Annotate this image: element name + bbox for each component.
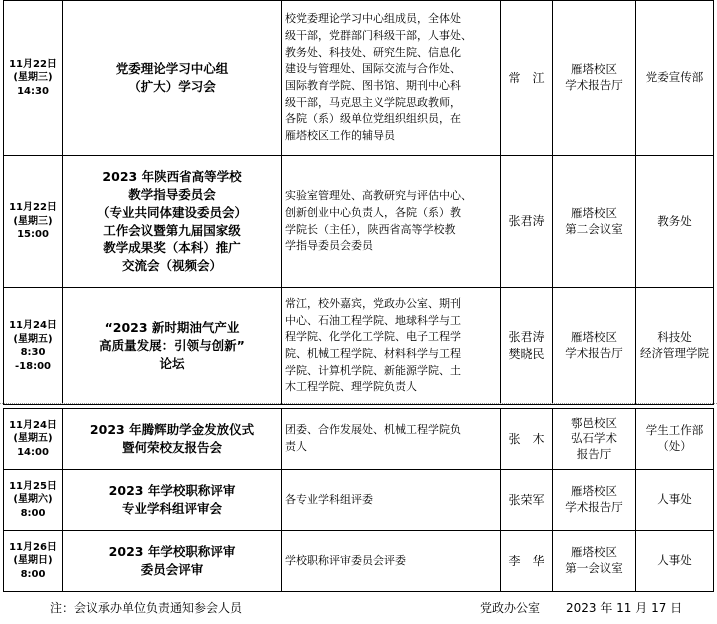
meeting-attendees-line: 木工程学院、理学院负责人 — [285, 380, 417, 394]
page-break-line — [0, 403, 717, 404]
meeting-location-line: 学术报告厅 — [565, 78, 623, 92]
meeting-time-line: 8:00 — [20, 507, 46, 519]
meeting-time-line: (星期三) — [13, 72, 53, 84]
meeting-attendees-line: 学院、计算机学院、新能源学院、土 — [285, 363, 461, 377]
meeting-organizer-line: 人事处 — [657, 492, 692, 507]
meeting-title-line: 暨何荣校友报告会 — [121, 440, 222, 455]
meeting-title-line: 高质量发展：引领与创新” — [99, 338, 245, 354]
meeting-location-cell — [553, 1, 636, 156]
meeting-attendees-cell — [282, 531, 501, 592]
meeting-location-line: 学术报告厅 — [565, 346, 623, 360]
schedule-row — [4, 531, 714, 592]
meeting-organizer-line: 教务处 — [657, 213, 692, 228]
meeting-attendees-cell — [282, 409, 501, 470]
meeting-host-cell — [501, 288, 553, 405]
meeting-host-cell — [501, 470, 553, 531]
meeting-title-line: 2023 年学校职称评审 — [108, 483, 236, 499]
footer-office: 党政办公室 — [480, 601, 541, 615]
meeting-time-line: (星期五) — [13, 333, 53, 345]
meeting-title-cell — [63, 470, 282, 531]
meeting-title-line: 党委理论学习中心组 — [115, 61, 229, 77]
schedule-row — [4, 409, 714, 470]
meeting-title-cell — [63, 156, 282, 288]
meeting-time-cell — [4, 156, 63, 288]
meeting-organizer-cell — [636, 156, 714, 288]
meeting-title-line: 2023 年腾辉助学金发放仪式 — [89, 422, 255, 438]
meeting-time-cell — [4, 531, 63, 592]
meeting-location-line: 雁塔校区 — [571, 484, 617, 499]
schedule-table-top-body — [4, 1, 714, 405]
meeting-title-cell — [63, 531, 282, 592]
meeting-host-line: 张荣军 — [508, 492, 545, 507]
meeting-time-line: 8:30 — [20, 347, 46, 358]
meeting-host-cell — [501, 1, 553, 156]
meeting-host-line: 张君涛 — [508, 330, 545, 345]
meeting-host-line: 李 华 — [508, 553, 545, 568]
meeting-title-line: 论坛 — [159, 355, 185, 371]
meeting-time-line: 11月22日 — [9, 58, 57, 70]
meeting-location-line: 雁塔校区 — [571, 62, 617, 77]
meeting-time-line: 11月26日 — [9, 541, 57, 553]
footer-date: 2023 年 11 月 17 日 — [566, 601, 683, 615]
meeting-host-line: 樊晓民 — [508, 347, 545, 361]
meeting-time-line: 11月24日 — [9, 419, 57, 431]
meeting-title-line: 教学指导委员会 — [128, 187, 216, 202]
meeting-location-line: 弘石学术 — [571, 431, 617, 446]
meeting-location-cell — [553, 409, 636, 470]
meeting-attendees-line: 创新创业中心负责人，各院（系）教 — [285, 205, 461, 219]
meeting-time-cell — [4, 288, 63, 405]
meeting-location-line: 报告厅 — [576, 446, 612, 461]
meeting-title-line: 委员会评审 — [140, 562, 204, 577]
meeting-time-line: -18:00 — [15, 360, 51, 372]
meeting-title-cell — [63, 409, 282, 470]
meeting-host-line: 常 江 — [508, 70, 545, 85]
meeting-attendees-line: 中心、石油工程学院、地球科学与工 — [285, 313, 461, 327]
meeting-host-line: 张君涛 — [508, 214, 545, 229]
meeting-title-line: （扩大）学习会 — [128, 79, 216, 94]
meeting-time-line: 11月25日 — [9, 480, 57, 492]
meeting-attendees-line: 团委、合作发展处、机械工程学院负 — [285, 423, 461, 437]
meeting-organizer-line: 科技处 — [657, 330, 692, 345]
meeting-attendees-line: 学指导委员会委员 — [285, 239, 373, 253]
meeting-time-line: 14:00 — [17, 446, 49, 458]
meeting-time-cell — [4, 409, 63, 470]
meeting-time-line: 11月22日 — [9, 202, 57, 214]
meeting-attendees-line: 实验室管理处、高教研究与评估中心、 — [285, 189, 472, 203]
meeting-attendees-cell — [282, 1, 501, 156]
meeting-time-line: (星期六) — [13, 494, 53, 506]
meeting-attendees-line: 建设与管理处、国际交流与合作处、 — [285, 62, 461, 76]
meeting-attendees-line: 各院（系）级单位党组织组织员，在 — [285, 112, 461, 126]
meeting-title-cell — [63, 288, 282, 405]
meeting-organizer-line: 人事处 — [657, 553, 692, 568]
meeting-host-cell — [501, 531, 553, 592]
meeting-title-line: 2023 年学校职称评审 — [108, 544, 236, 560]
meeting-attendees-line: 学院长（主任），陕西省高等学校教 — [285, 222, 456, 236]
meeting-time-line: 14:30 — [17, 85, 49, 97]
meeting-location-line: 雁塔校区 — [571, 330, 617, 345]
meeting-organizer-line: 学生工作部 — [645, 423, 704, 438]
meeting-title-line: 交流会（视频会） — [121, 258, 222, 273]
meeting-organizer-cell — [636, 288, 714, 405]
schedule-table-bottom — [3, 408, 714, 592]
meeting-time-line: 15:00 — [17, 229, 49, 241]
schedule-row — [4, 288, 714, 405]
meeting-location-line: 第一会议室 — [565, 561, 623, 575]
meeting-attendees-cell — [282, 470, 501, 531]
meeting-time-line: 8:00 — [20, 568, 46, 580]
meeting-title-line: 2023 年陕西省高等学校 — [102, 169, 242, 185]
meeting-organizer-cell — [636, 470, 714, 531]
meeting-organizer-line: 党委宣传部 — [645, 70, 704, 85]
meeting-host-cell — [501, 156, 553, 288]
meeting-location-cell — [553, 531, 636, 592]
meeting-attendees-line: 责人 — [285, 440, 307, 453]
meeting-host-line: 张 木 — [508, 431, 545, 446]
meeting-location-line: 鄠邑校区 — [571, 415, 617, 430]
meeting-title-line: 工作会议暨第九届国家级 — [103, 222, 241, 238]
meeting-attendees-cell — [282, 288, 501, 405]
meeting-attendees-line: 雁塔校区工作的辅导员 — [285, 129, 395, 143]
schedule-row — [4, 156, 714, 288]
meeting-organizer-line: 经济管理学院 — [640, 346, 709, 360]
meeting-organizer-cell — [636, 1, 714, 156]
meeting-attendees-line: 校党委理论学习中心组成员，全体处 — [285, 12, 461, 26]
meeting-attendees-line: 国际教育学院、图书馆、期刊中心科 — [285, 79, 461, 92]
meeting-location-cell — [553, 470, 636, 531]
meeting-title-line: （专业共同体建设委员会） — [96, 204, 247, 220]
meeting-time-line: (星期日) — [13, 555, 53, 567]
meeting-attendees-line: 各专业学科组评委 — [285, 492, 373, 506]
footer-note: 注：会议承办单位负责通知参会人员 — [50, 601, 243, 615]
meeting-attendees-cell — [282, 156, 501, 288]
meeting-attendees-line: 程学院、化学化工学院、电子工程学 — [285, 330, 461, 344]
meeting-time-line: 11月24日 — [9, 320, 57, 331]
meeting-location-line: 第二会议室 — [565, 221, 623, 236]
meeting-attendees-line: 常江，校外嘉宾，党政办公室、期刊 — [285, 296, 461, 310]
meeting-location-cell — [553, 156, 636, 288]
meeting-title-line: 教学成果奖（本科）推广 — [103, 240, 241, 256]
meeting-attendees-line: 院、机械工程学院、材料科学与工程 — [285, 347, 461, 360]
meeting-attendees-line: 学校职称评审委员会评委 — [285, 553, 406, 567]
schedule-table-top — [3, 0, 714, 405]
meeting-location-line: 雁塔校区 — [571, 545, 617, 560]
meeting-organizer-line: （处） — [657, 439, 692, 453]
meeting-attendees-line: 级干部，马克思主义学院思政教师， — [285, 95, 461, 109]
meeting-title-cell — [63, 1, 282, 156]
meeting-time-line: (星期三) — [13, 215, 53, 227]
meeting-location-cell — [553, 288, 636, 405]
meeting-attendees-line: 教务处、科技处、研究生院、信息化 — [285, 45, 461, 59]
meeting-host-cell — [501, 409, 553, 470]
schedule-table-bottom-body — [4, 409, 714, 592]
schedule-row — [4, 1, 714, 156]
meeting-title-line: “2023 新时期油气产业 — [104, 320, 240, 336]
meeting-organizer-cell — [636, 531, 714, 592]
meeting-location-line: 学术报告厅 — [565, 500, 623, 514]
meeting-time-cell — [4, 1, 63, 156]
meeting-title-line: 专业学科组评审会 — [121, 501, 222, 516]
meeting-location-line: 雁塔校区 — [571, 205, 617, 220]
meeting-time-cell — [4, 470, 63, 531]
schedule-row — [4, 470, 714, 531]
meeting-time-line: (星期五) — [13, 433, 53, 445]
meeting-organizer-cell — [636, 409, 714, 470]
meeting-attendees-line: 级干部，党群部门科级干部，人事处、 — [285, 28, 472, 42]
